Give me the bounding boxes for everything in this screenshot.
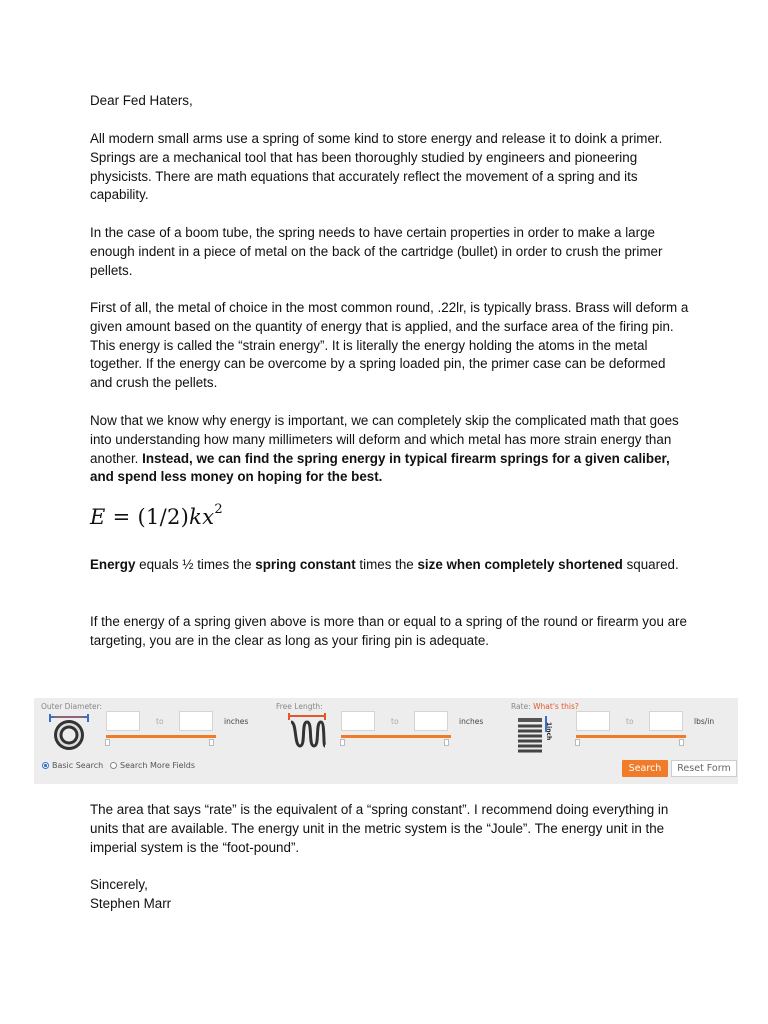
signature: Stephen Marr	[90, 895, 172, 911]
equation-k: k	[189, 505, 203, 529]
outer-diameter-group	[34, 698, 264, 758]
p5-bold-3: size when completely shortened	[417, 557, 623, 572]
free-length-icon	[275, 712, 335, 754]
paragraph-2-text: In the case of a boom tube, the spring needs to have certain properties in order to make a large enough indent in a piece of metal on the back of the cartridge (bullet) in order to crush the primer pellets.	[90, 225, 663, 278]
paragraph-4-bold: Instead, we can find the spring energy in typical firearm springs for a given caliber, and spend less money on hoping for the best.	[90, 450, 670, 485]
closing: Sincerely,	[90, 877, 148, 892]
p5-text-1: equals ½ times the	[135, 557, 256, 572]
rate-group	[504, 698, 738, 758]
search-more-fields-radio[interactable]	[110, 761, 195, 770]
free-length-unit: inches	[459, 717, 484, 726]
p5-text-3: squared.	[622, 557, 679, 572]
free-length-to: to	[391, 717, 399, 726]
equation-eq: = (1/2)	[105, 505, 190, 529]
free-length-slider-min-handle[interactable]	[340, 739, 345, 746]
paragraph-3-text: First of all, the metal of choice in the most common round, .22lr, is typically brass. Brass will deform a given amount based on the quantity of energy that is applied, and the surface area of the firing pin. This energy is called the “strain energy”. It is literally the energy holding the atoms in the metal together. If the energy can be overcome by a spring loaded pin, the primer case can be deformed and crush the pellets.	[90, 300, 689, 391]
free-length-max-input[interactable]	[414, 711, 448, 731]
radio-selected-icon	[42, 762, 49, 769]
energy-equation	[90, 502, 223, 529]
rate-label-text: Rate:	[511, 702, 531, 711]
letter-body	[90, 92, 690, 111]
greeting: Dear Fed Haters,	[90, 93, 193, 108]
rate-min-input[interactable]	[576, 711, 610, 731]
rate-icon-text: 1inch	[545, 722, 552, 741]
rate-max-input[interactable]	[649, 711, 683, 731]
p5-text-2: times the	[355, 557, 418, 572]
outer-diameter-min-input[interactable]	[106, 711, 140, 731]
free-length-min-input[interactable]	[341, 711, 375, 731]
rate-label	[511, 702, 579, 711]
radio-unselected-icon	[110, 762, 117, 769]
paragraph-7	[90, 801, 690, 857]
basic-search-radio[interactable]	[42, 761, 103, 770]
outer-diameter-label: Outer Diameter:	[41, 702, 103, 711]
paragraph-7-text: The area that says “rate” is the equivalent of a “spring constant”. I recommend doing everything in units that are available. The energy unit in the metric system is the “Joule”. The energy unit in the imperial system is the “foot-pound”.	[90, 802, 669, 855]
rate-slider-min-handle[interactable]	[575, 739, 580, 746]
paragraph-3	[90, 299, 690, 393]
outer-diameter-max-input[interactable]	[179, 711, 213, 731]
rate-unit: lbs/in	[694, 717, 715, 726]
search-button[interactable]: Search	[622, 760, 668, 777]
equation-exponent: 2	[214, 502, 223, 517]
rate-icon	[510, 712, 570, 754]
paragraph-6	[90, 613, 690, 651]
paragraph-2	[90, 224, 690, 280]
paragraph-1-text: All modern small arms use a spring of some kind to store energy and release it to doink a primer. Springs are a mechanical tool that has been thoroughly studied by engineers and pioneering physicists. There are math equations that accurately reflect the movement of a spring and its capability.	[90, 131, 663, 203]
search-more-fields-label: Search More Fields	[120, 761, 196, 770]
outer-diameter-to: to	[156, 717, 164, 726]
free-length-slider-max-handle[interactable]	[444, 739, 449, 746]
paragraph-5	[90, 556, 690, 575]
outer-diameter-unit: inches	[224, 717, 249, 726]
outer-diameter-slider[interactable]	[106, 735, 216, 738]
rate-slider-max-handle[interactable]	[679, 739, 684, 746]
basic-search-label: Basic Search	[52, 761, 104, 770]
rate-slider[interactable]	[576, 735, 686, 738]
free-length-label: Free Length:	[276, 702, 323, 711]
free-length-slider[interactable]	[341, 735, 451, 738]
rate-to: to	[626, 717, 634, 726]
whats-this-link[interactable]: What's this?	[533, 702, 579, 711]
reset-form-button[interactable]: Reset Form	[671, 760, 737, 777]
outer-diameter-slider-max-handle[interactable]	[209, 739, 214, 746]
paragraph-1	[90, 130, 690, 205]
outer-diameter-icon	[40, 712, 100, 754]
paragraph-6-text: If the energy of a spring given above is more than or equal to a spring of the round or firearm you are targeting, you are in the clear as long as your firing pin is adequate.	[90, 614, 687, 648]
outer-diameter-slider-min-handle[interactable]	[105, 739, 110, 746]
p5-bold-2: spring constant	[255, 557, 356, 572]
p5-bold-1: Energy	[90, 557, 136, 572]
equation-x: x	[202, 505, 215, 529]
paragraph-4-plain: Now that we know why energy is important, we can completely skip the complicated math that goes into understanding how many millimeters will deform and which metal has more strain energy than another.	[90, 413, 679, 466]
free-length-group	[269, 698, 499, 758]
spring-search-widget	[34, 698, 738, 784]
sign-off	[90, 876, 690, 914]
paragraph-4	[90, 412, 690, 487]
equation-lhs: E	[90, 505, 106, 529]
